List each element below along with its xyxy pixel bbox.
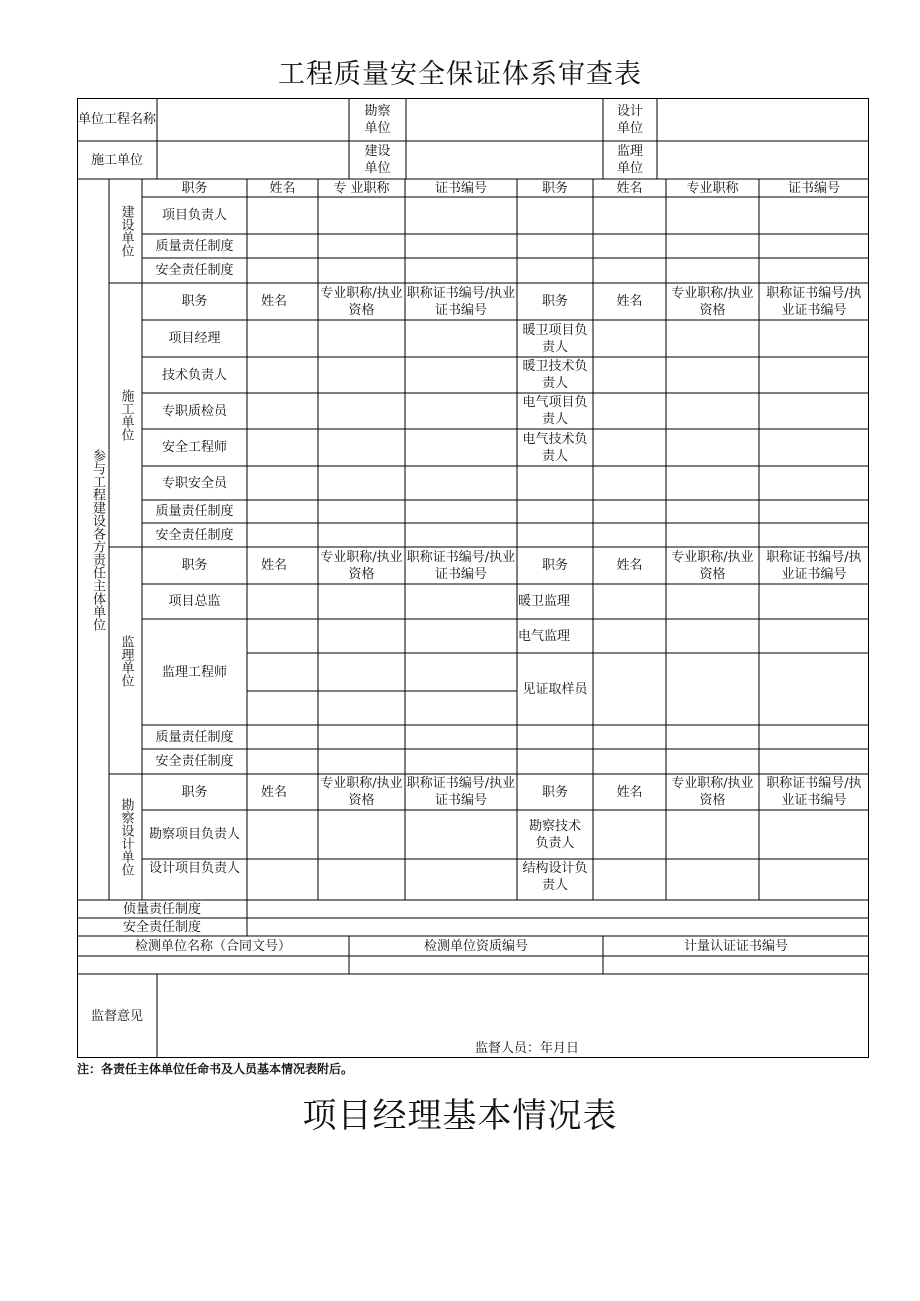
role-project-manager: 项目经理 — [168, 331, 221, 346]
input-survey-unit[interactable] — [406, 98, 603, 141]
label-design-unit: 设计单位 — [616, 103, 643, 136]
col-cert-qual: 职称证书编号/执业证书编号 — [406, 776, 516, 808]
col-position: 职务 — [181, 294, 208, 309]
role-safety-engineer: 安全工程师 — [161, 440, 227, 455]
overall-quality-system: 侦量责任制度 — [122, 901, 201, 917]
side-label-parties: 参与工程建设各方责任主体单位 — [90, 448, 105, 631]
col-title-qual: 专业职称/执业资格 — [671, 285, 754, 318]
col-position: 职务 — [541, 784, 568, 800]
col-title-qual: 专业职称/执业资格 — [671, 549, 754, 582]
section-label-builder: 施工单位 — [118, 389, 134, 441]
col-position: 职务 — [541, 180, 568, 196]
role-survey-tech-leader: 勘察技术负责人 — [528, 818, 581, 851]
col-cert-qual: 职称证书编号/执业证书编号 — [406, 549, 516, 582]
col-title-qual: 专业职称/执业资格 — [320, 285, 403, 318]
review-form — [77, 98, 869, 1058]
col-position: 职务 — [181, 180, 208, 196]
col-title-qual: 专业职称/执业资格 — [320, 549, 403, 582]
role-electric-tech-leader: 电气技术负责人 — [522, 431, 588, 464]
role-electric-project-leader: 电气项目负责人 — [522, 395, 588, 427]
label-lab-qualification: 检测单位资质编号 — [423, 938, 528, 954]
builder-quality-system: 质量责任制度 — [155, 504, 234, 519]
owner-safety-system: 安全责任制度 — [155, 263, 234, 278]
role-hvac-tech-leader: 暖卫技术负责人 — [522, 359, 588, 391]
label-survey-unit: 勘察单位 — [364, 103, 391, 136]
input-design-unit[interactable] — [657, 98, 869, 141]
input-construction-unit[interactable] — [157, 141, 349, 179]
supervisor-signature: 监督人员：年月日 — [474, 1040, 579, 1056]
col-name: 姓名 — [616, 784, 643, 800]
role-electric-supervisor: 电气监理 — [518, 628, 571, 644]
role-design-project-leader: 设计项目负责人 — [148, 861, 240, 876]
col-cert-no: 证书编号 — [787, 180, 840, 196]
role-supervision-engineer: 监理工程师 — [161, 664, 227, 680]
col-position: 职务 — [181, 784, 208, 800]
col-cert-qual: 职称证书编号/执业证书编号 — [406, 285, 516, 318]
role-hvac-supervisor: 暖卫监理 — [518, 594, 571, 609]
label-metrology-cert: 计量认证证书编号 — [683, 938, 788, 954]
role-hvac-project-leader: 暖卫项目负责人 — [522, 322, 588, 355]
col-name: 姓名 — [261, 558, 288, 573]
col-title: 专 业职称 — [333, 180, 390, 196]
role-project-leader: 项目负责人 — [161, 208, 227, 223]
role-chief-supervisor: 项目总监 — [168, 594, 221, 609]
col-cert-qual: 职称证书编号/执业证书编号 — [766, 549, 862, 582]
role-safety-officer: 专职安全员 — [161, 475, 227, 491]
col-name: 姓名 — [261, 784, 288, 800]
owner-quality-system: 质量责任制度 — [155, 238, 234, 254]
footnote: 注：各责任主体单位任命书及人员基本情况表附后。 — [77, 1062, 354, 1076]
section-label-supervisor: 监理单位 — [118, 634, 134, 687]
col-cert-qual: 职称证书编号/执业证书编号 — [766, 285, 862, 318]
col-position: 职务 — [541, 558, 568, 573]
col-name: 姓名 — [616, 180, 643, 196]
label-supervision-unit: 监理单位 — [616, 144, 643, 176]
label-lab-name: 检测单位名称（合同文号） — [134, 938, 291, 954]
section-label-owner: 建设单位 — [118, 205, 134, 257]
supervisor-safety-system: 安全责任制度 — [155, 754, 234, 769]
label-supervision-opinion: 监督意见 — [90, 1008, 143, 1024]
label-owner-unit: 建设单位 — [364, 144, 391, 176]
col-title-qual: 专业职称/执业资格 — [320, 776, 403, 808]
role-quality-inspector: 专职质检员 — [161, 403, 227, 419]
col-name: 姓名 — [616, 558, 643, 573]
col-name: 姓名 — [269, 180, 296, 196]
supervisor-quality-system: 质量责任制度 — [155, 729, 234, 745]
input-project-name[interactable] — [157, 98, 349, 141]
col-title: 专业职称 — [686, 180, 739, 196]
label-project-name: 单位工程名称 — [78, 112, 157, 127]
col-name: 姓名 — [616, 294, 643, 309]
page-title: 工程质量安全保证体系审查表 — [278, 59, 642, 90]
col-cert-no: 证书编号 — [434, 180, 487, 196]
col-cert-qual: 职称证书编号/执业证书编号 — [766, 776, 862, 808]
section-title: 项目经理基本情况表 — [302, 1096, 618, 1136]
input-supervision-unit[interactable] — [657, 141, 869, 179]
role-survey-project-leader: 勘察项目负责人 — [148, 827, 240, 842]
col-position: 职务 — [181, 558, 208, 573]
role-technical-leader: 技术负责人 — [161, 367, 227, 383]
builder-safety-system: 安全责任制度 — [155, 527, 234, 543]
role-structural-design-leader: 结构设计负责人 — [522, 861, 588, 893]
section-label-survey-design: 勘察设计单位 — [118, 798, 134, 876]
label-construction-unit: 施工单位 — [90, 152, 143, 168]
role-witness-sampler: 见证取样员 — [522, 681, 588, 697]
col-position: 职务 — [541, 294, 568, 309]
col-title-qual: 专业职称/执业资格 — [671, 776, 754, 808]
col-name: 姓名 — [261, 294, 288, 309]
overall-safety-system: 安全责任制度 — [122, 919, 201, 935]
input-owner-unit[interactable] — [406, 141, 603, 179]
